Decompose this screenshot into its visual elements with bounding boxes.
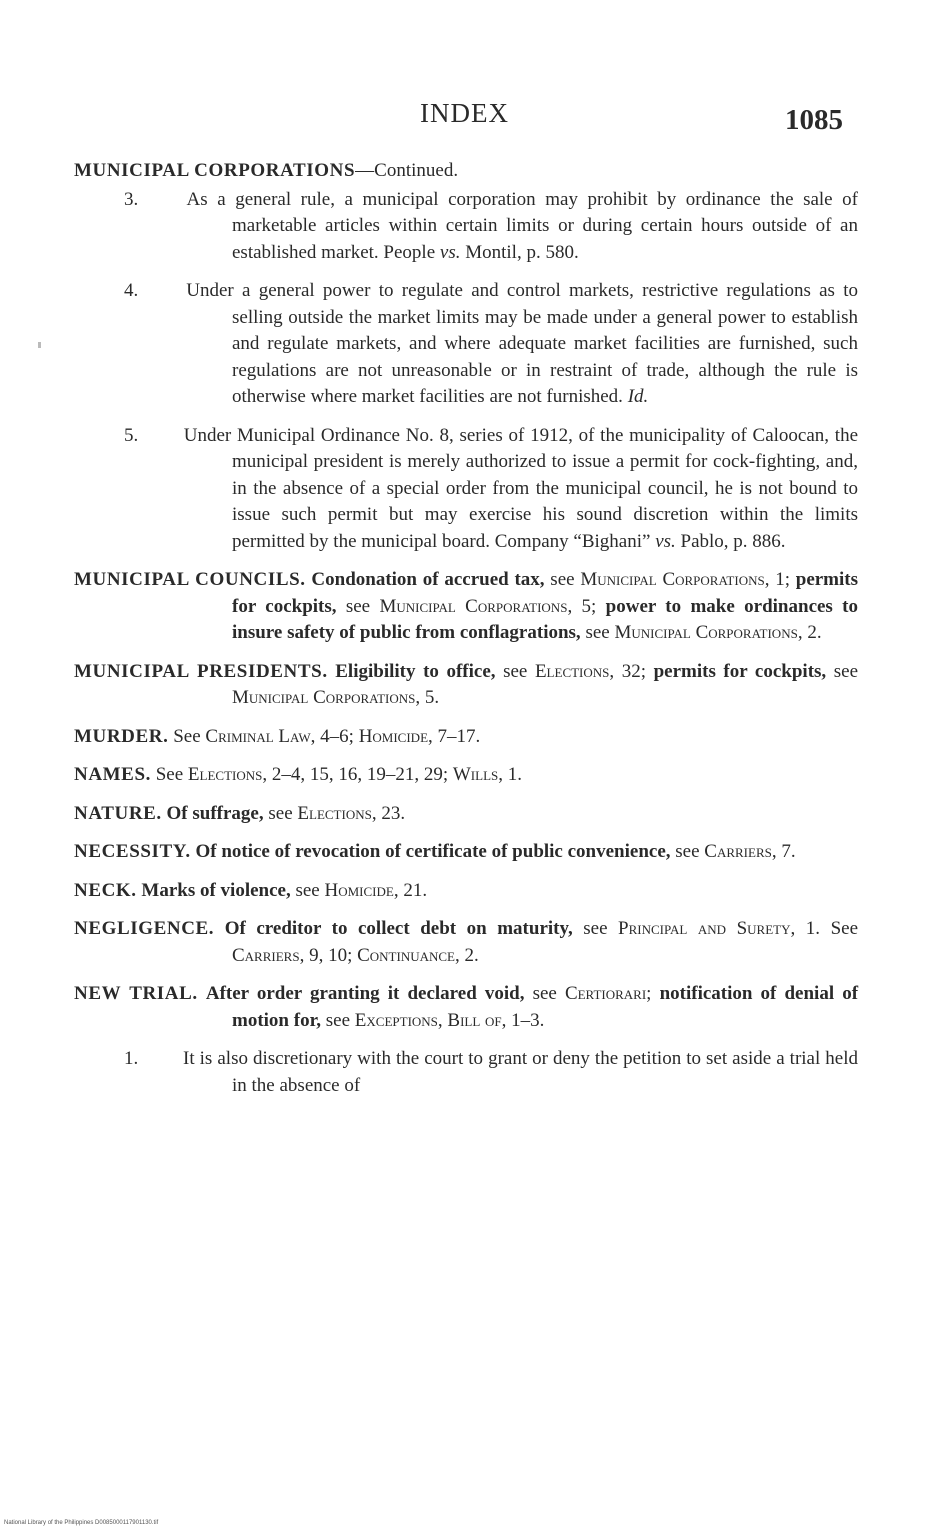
text: , 1; (764, 569, 796, 590)
entry-heading: NECK. (74, 879, 137, 901)
entry-heading: MURDER. (74, 725, 169, 747)
subtopic: Of notice of revocation of certificate of public convenience, (195, 841, 671, 862)
text: , 7. (771, 841, 796, 862)
subtopic: Of suffrage, (166, 802, 264, 824)
subtopic: notification of denial of motion for, (232, 983, 859, 1031)
cross-reference: Elections (297, 802, 372, 824)
cross-reference: Carriers (232, 944, 300, 966)
cross-reference: Principal and Surety (618, 918, 791, 939)
subtopic: permits for cockpits, (653, 660, 827, 682)
item-citation: Montil, p. 580. (460, 241, 579, 263)
sub-item-new-trial-1: 1. It is also discretionary with the court to grant or deny the petition to set aside a trial held in the absence of (124, 1048, 859, 1096)
text: , 4–6; (310, 725, 359, 747)
subtopic: Of creditor to collect debt on maturity, (224, 918, 573, 939)
entry-names (74, 762, 858, 789)
continued-label: —Continued. (355, 160, 459, 181)
cross-reference: Elections (187, 764, 263, 785)
entry-heading: NAMES. (74, 764, 151, 785)
sub-item-4: 4. Under a general power to regulate and control markets, restrictive regulations as to selling outside the market limits may be made under a general power to establish and regulate markets, and where adequate market facilities are furnished, such regulations are not unreasonable or in restraint of trade, although the rule is otherwise where market facilities are not furnished. Id. (124, 280, 859, 407)
text: , 1. See (790, 918, 859, 939)
text: , 21. (393, 879, 428, 901)
cross-reference: Certiorari (564, 983, 647, 1004)
subtopic: power to make ordinances to insure safety of public from conflagrations, (232, 595, 858, 643)
entry-municipal-councils (74, 567, 858, 647)
entry-heading: NEW TRIAL. (74, 983, 198, 1004)
text: , 23. (371, 802, 406, 824)
text: See (173, 725, 206, 747)
cross-reference: Wills (452, 764, 499, 785)
cross-reference: Homicide (324, 879, 394, 901)
text: see (670, 841, 705, 862)
subtopic: Eligibility to office, (335, 660, 496, 682)
text: , 5; (567, 595, 606, 617)
text: , 2–4, 15, 16, 19–21, 29; (262, 764, 453, 785)
cross-reference: Exceptions, Bill of (354, 1009, 502, 1031)
text: see (263, 802, 298, 824)
item-text: It is also discretionary with the court to grant or deny the petition to set aside a trial held in the absence of (183, 1048, 859, 1096)
entry-municipal-corporations (74, 158, 858, 185)
cross-reference: Carriers (704, 841, 772, 862)
entry-necessity (74, 839, 858, 866)
entry-heading: NATURE. (74, 802, 162, 824)
item-text: As a general rule, a municipal corporation may prohibit by ordinance the sale of marketable articles within certain limits or during certain hours outside of an established market. People (186, 188, 858, 263)
text: see (544, 569, 581, 590)
text: see (495, 660, 535, 682)
entry-heading: MUNICIPAL PRESIDENTS. (74, 660, 328, 682)
text: , 5. (415, 687, 440, 708)
ibid: Id. (627, 386, 649, 407)
text: , 1. (498, 764, 522, 785)
item-citation: Pablo, p. 886. (675, 530, 786, 552)
page-header (0, 94, 934, 142)
entry-heading: NECESSITY. (74, 841, 191, 862)
entry-new-trial (74, 981, 858, 1034)
text: , 32; (609, 660, 654, 682)
text: see (826, 660, 859, 682)
entry-murder (74, 724, 858, 751)
text: see (336, 595, 380, 617)
cross-reference: Municipal Corporations (614, 622, 798, 643)
subtopic: After order granting it declared void, (205, 983, 525, 1004)
sub-item-3: 3. As a general rule, a municipal corporation may prohibit by ordinance the sale of marketable articles within certain limits or during certain hours outside of an established market. People vs. Montil, p. 580. (124, 188, 858, 263)
item-text: Under Municipal Ordinance No. 8, series of 1912, of the municipality of Caloocan, the municipal president is merely authorized to issue a permit for cock-fighting, and, in the absence of a special order from the municipal council, he is not bound to issue such permit but may exercise his sound discretion within the limits permitted by the municipal board. Company “Bighani” (183, 424, 858, 552)
text: , 9, 10; (299, 944, 358, 966)
text: , 1–3. (501, 1009, 545, 1031)
text: , 2. (797, 622, 822, 643)
entry-heading: MUNICIPAL CORPORATIONS (74, 160, 356, 181)
subtopic: Condonation of accrued tax, (311, 569, 545, 590)
item-text: Under a general power to regulate and control markets, restrictive regulations as to selling outside the market limits may be made under a general power to establish and regulate markets, and where adequate market facilities are furnished, such regulations are not unreasonable or in restraint of trade, although the rule is otherwise where market facilities are not furnished. (186, 280, 859, 407)
cross-reference: Criminal Law (205, 725, 311, 747)
scan-speck (38, 342, 41, 348)
versus: vs. (439, 241, 461, 263)
text: , 7–17. (428, 725, 481, 747)
entry-nature (74, 801, 858, 828)
sub-item-5: 5. Under Municipal Ordinance No. 8, series of 1912, of the municipality of Caloocan, the municipal president is merely authorized to issue a permit for cock-fighting, and, in the absence of a special order from the municipal council, he is not bound to issue such permit but may exercise his sound discretion within the limits permitted by the municipal board. Company “Bighani” vs. Pablo, p. 886. (124, 424, 858, 552)
cross-reference: Homicide (358, 725, 429, 747)
subtopic: Marks of violence, (141, 879, 291, 901)
text: see (572, 918, 619, 939)
versus: vs. (655, 530, 676, 552)
entry-heading: MUNICIPAL COUNCILS. (74, 569, 306, 590)
cross-reference: Continuance (357, 944, 455, 966)
text: , 2. (455, 944, 479, 966)
subtopic: permits for cockpits, (232, 569, 859, 617)
text: see (290, 879, 325, 901)
entry-municipal-presidents (74, 659, 858, 712)
cross-reference: Municipal Corporations (232, 687, 416, 708)
text: see (321, 1009, 355, 1031)
text: see (524, 983, 565, 1004)
cross-reference: Municipal Corporations (580, 569, 765, 590)
text: See (155, 764, 188, 785)
entry-neck (74, 878, 858, 905)
entry-heading: NEGLIGENCE. (74, 918, 215, 939)
index-text (74, 158, 858, 1099)
page-number: 1085 (785, 104, 843, 136)
running-head: INDEX (420, 98, 509, 128)
scan-footer: National Library of the Philippines D0085000117901130.tif (4, 1520, 159, 1526)
text: see (580, 622, 615, 643)
entry-negligence (74, 916, 858, 969)
cross-reference: Elections (534, 660, 610, 682)
cross-reference: Municipal Corporations (379, 595, 568, 617)
text: ; (646, 983, 660, 1004)
